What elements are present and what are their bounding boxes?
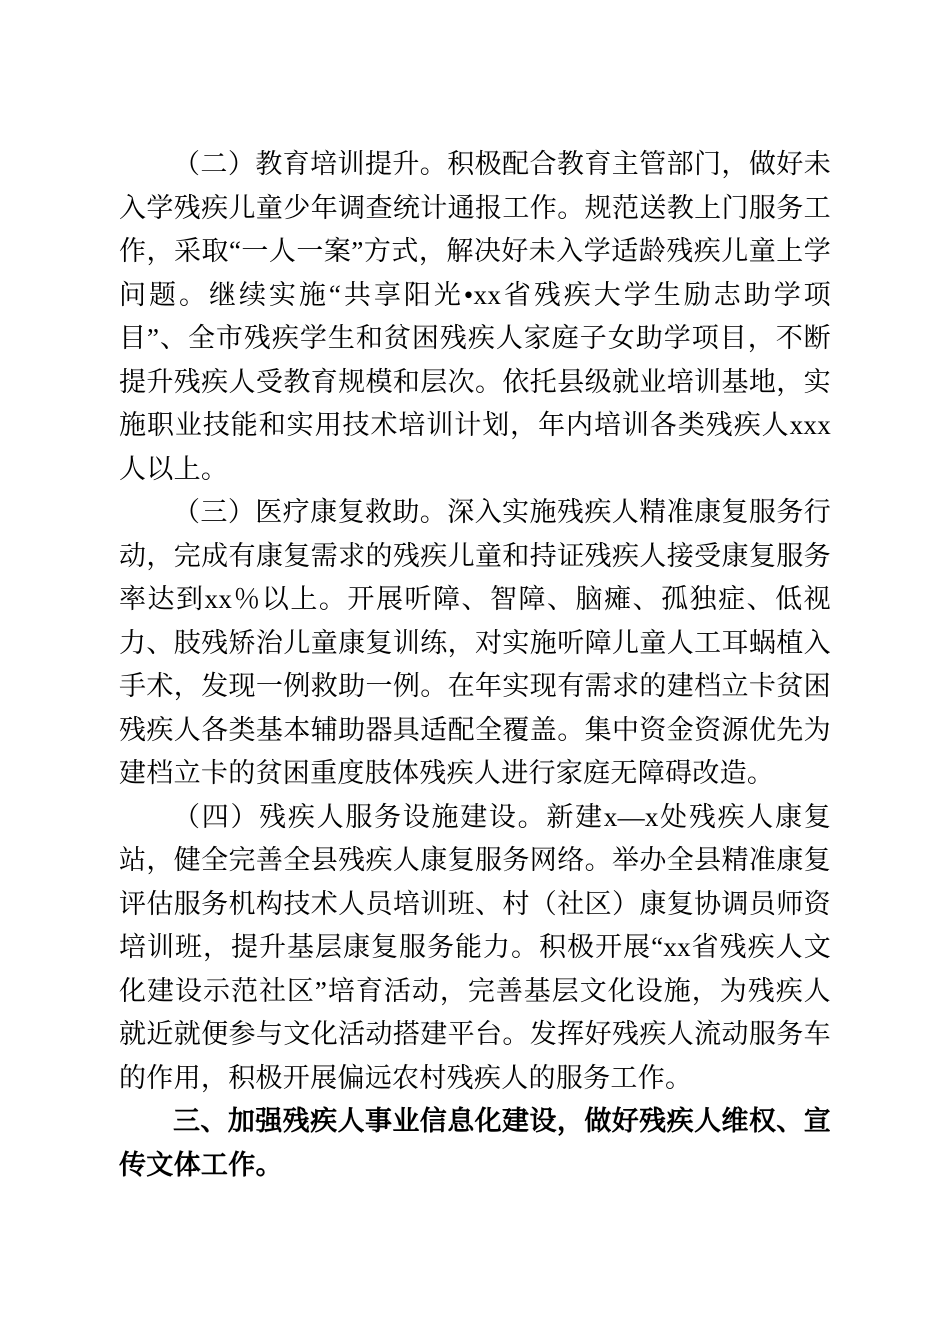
document-body	[119, 143, 831, 1187]
paragraph-medical-rehab: （三）医疗康复救助。深入实施残疾人精准康复服务行动，完成有康复需求的残疾儿童和持证残疾人接受康复服务率达到xx％以上。开展听障、智障、脑瘫、孤独症、低视力、肢残矫治儿童康复训练，对实施听障儿童人工耳蜗植入手术，发现一例救助一例。在年实现有需求的建档立卡贫困残疾人各类基本辅助器具适配全覆盖。集中资金资源优先为建档立卡的贫困重度肢体残疾人进行家庭无障碍改造。	[119, 497, 831, 788]
paragraph-service-facilities: （四）残疾人服务设施建设。新建x—x处残疾人康复站，健全完善全县残疾人康复服务网络。举办全县精准康复评估服务机构技术人员培训班、村（社区）康复协调员师资培训班，提升基层康复服务能力。积极开展“xx省残疾人文化建设示范社区”培育活动，完善基层文化设施，为残疾人就近就便参与文化活动搭建平台。发挥好残疾人流动服务车的作用，积极开展偏远农村残疾人的服务工作。	[119, 801, 831, 1093]
section-heading-three: 三、加强残疾人事业信息化建设，做好残疾人维权、宣传文体工作。	[119, 1106, 831, 1180]
paragraph-education-training: （二）教育培训提升。积极配合教育主管部门，做好未入学残疾儿童少年调查统计通报工作。规范送教上门服务工作，采取“一人一案”方式，解决好未入学适龄残疾儿童上学问题。继续实施“共享阳光•xx省残疾大学生励志助学项目”、全市残疾学生和贫困残疾人家庭子女助学项目，不断提升残疾人受教育规模和层次。依托县级就业培训基地，实施职业技能和实用技术培训计划，年内培训各类残疾人xxx人以上。	[119, 149, 831, 484]
